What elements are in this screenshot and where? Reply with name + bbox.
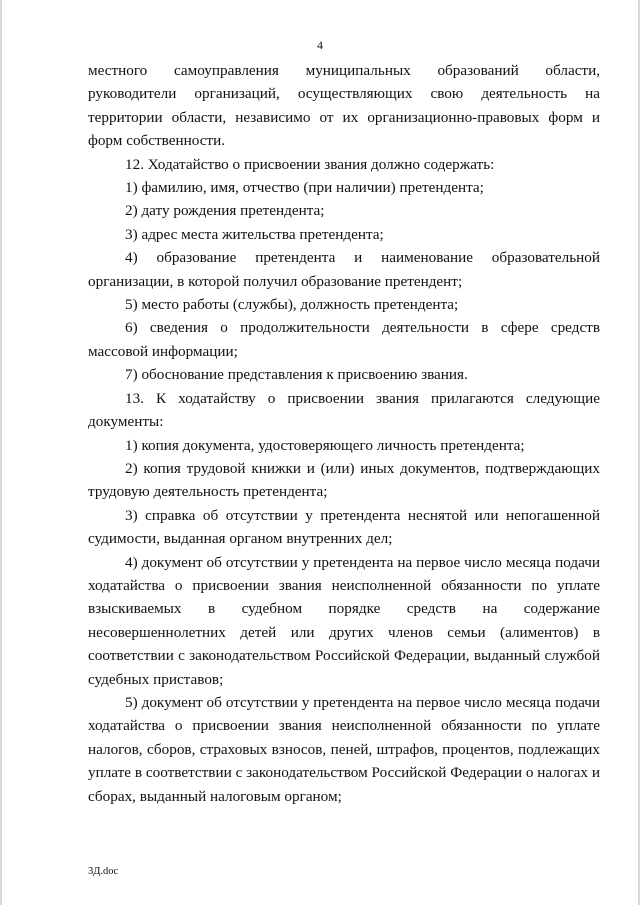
paragraph-continuation: местного самоуправления муниципальных образований области, руководители организаций, осуществляющих свою деятельность на территории области, независимо от их организационно-правовых форм и форм собственности. <box>88 62 600 150</box>
list-item-12-7: 7) обоснование представления к присвоению звания. <box>125 366 468 384</box>
list-item-12-5: 5) место работы (службы), должность претендента; <box>125 296 459 314</box>
scan-edge-left <box>0 0 2 905</box>
list-item-12-3: 3) адрес места жительства претендента; <box>125 225 384 243</box>
list-item-13-4: 4) документ об отсутствии у претендента на первое число месяца подачи ходатайства о присвоении звания неисполненной обязанности по уплате взыскиваемых в судебном порядке средств на содержание несовершеннолетних детей или других членов семьи (алиментов) в соответствии с законодательством Российской Федерации, выданный службой судебных приставов; <box>88 553 600 688</box>
list-item-13-1: 1) копия документа, удостоверяющего личность претендента; <box>125 436 525 454</box>
list-item-12-2: 2) дату рождения претендента; <box>125 202 325 220</box>
list-item-13-5: 5) документ об отсутствии у претендента на первое число месяца подачи ходатайства о присвоении звания неисполненной обязанности по уплате налогов, сборов, страховых взносов, пеней, штрафов, процентов, подлежащих уплате в соответствии с законодательством Российской Федерации о налогах и сборах, выданный налоговым органом; <box>88 693 600 805</box>
list-item-13-3: 3) справка об отсутствии у претендента неснятой или непогашенной судимости, выданная органом внутренних дел; <box>88 506 600 548</box>
list-item-12-4: 4) образование претендента и наименование образовательной организации, в которой получил образование претендент; <box>88 249 600 290</box>
paragraph-item-13: 13. К ходатайству о присвоении звания прилагаются следующие документы: <box>88 389 600 431</box>
list-item-13-2: 2) копия трудовой книжки и (или) иных документов, подтверждающих трудовую деятельность претендента; <box>88 459 600 501</box>
list-item-12-1: 1) фамилию, имя, отчество (при наличии) претендента; <box>125 179 484 197</box>
page-number: 4 <box>317 38 323 52</box>
list-item-12-6: 6) сведения о продолжительности деятельности в сфере средств массовой информации; <box>88 319 600 360</box>
document-body <box>88 59 600 808</box>
paragraph-item-12: 12. Ходатайство о присвоении звания должно содержать: <box>125 155 495 173</box>
footer-filename: 3Д.doc <box>88 866 119 877</box>
